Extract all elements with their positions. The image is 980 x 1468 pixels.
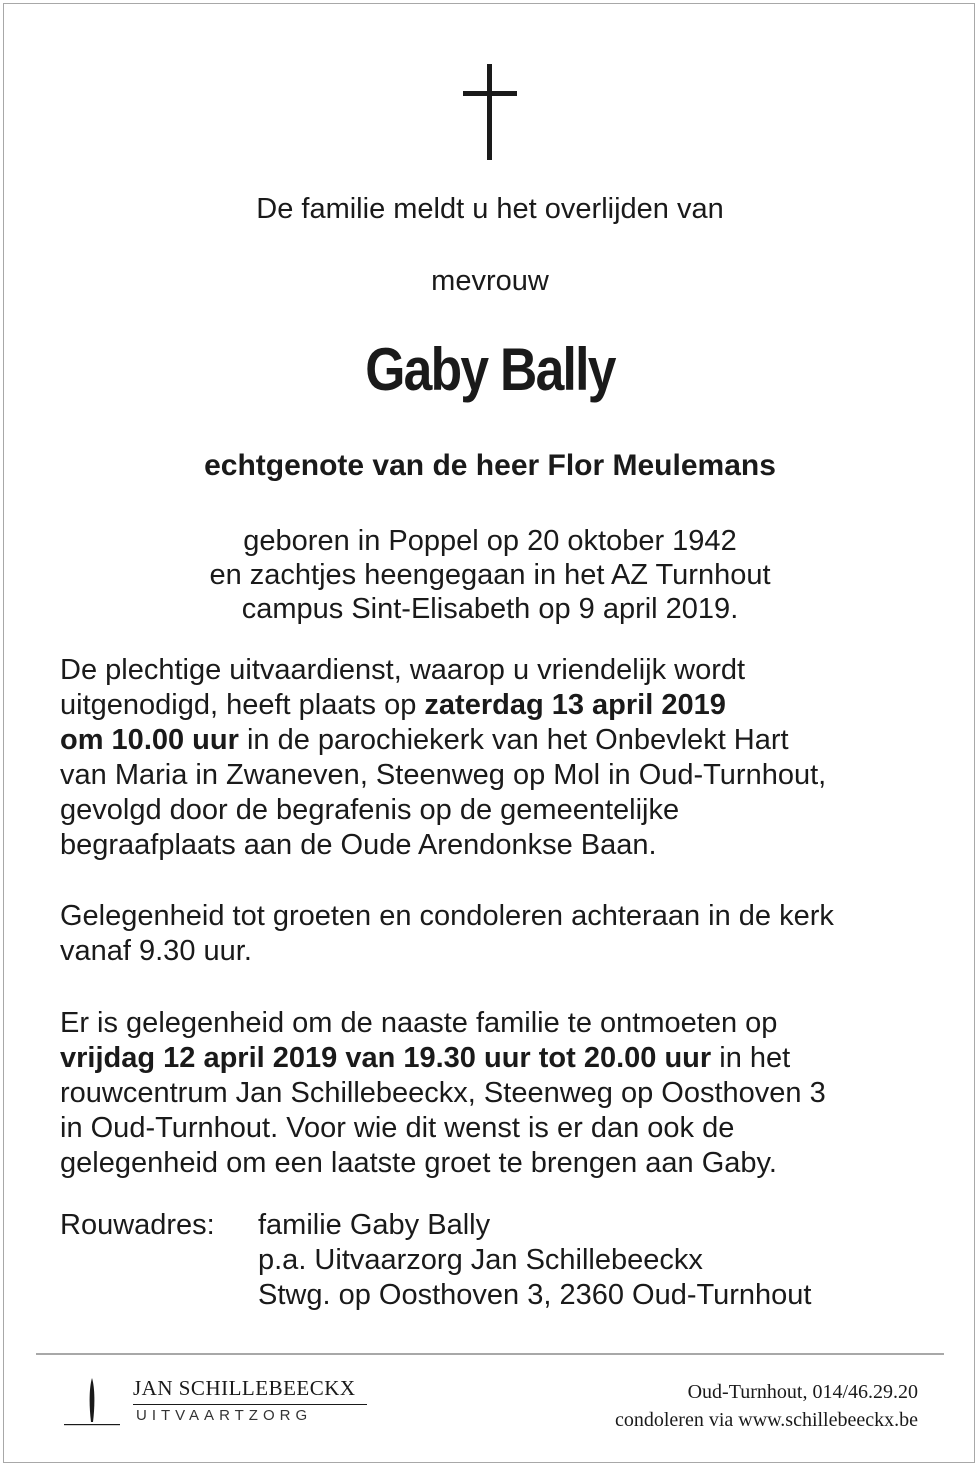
ceremony-date: zaterdag 13 april 2019 [424, 689, 726, 721]
visitation-line: Er is gelegenheid om de naaste familie te ontmoeten op [60, 1007, 778, 1039]
address-lines [258, 1208, 898, 1313]
logo-name: JAN SCHILLEBEECKX [133, 1376, 356, 1400]
visitation-line [60, 1041, 940, 1076]
birth-death-details [0, 524, 980, 626]
visitation-line: gelegenheid om een laatste groet te brengen aan Gaby. [60, 1147, 777, 1179]
condolence-line: vanaf 9.30 uur. [60, 935, 252, 967]
address-line: Stwg. op Oosthoven 3, 2360 Oud-Turnhout [258, 1279, 812, 1311]
intro-text: De familie meldt u het overlijden van [256, 193, 724, 225]
visitation-line: in Oud-Turnhout. Voor wie dit wenst is er dan ook de [60, 1112, 735, 1144]
logo-subtitle: UITVAARTZORG [136, 1407, 313, 1424]
spouse-line: echtgenote van de heer Flor Meulemans [204, 449, 776, 482]
contact-website[interactable]: condoleren via www.schillebeeckx.be [614, 1409, 918, 1431]
ceremony-paragraph [60, 653, 940, 863]
death-line: en zachtjes heengegaan in het AZ Turnhout [209, 559, 771, 591]
condolence-line: Gelegenheid tot groeten en condoleren achteraan in de kerk [60, 900, 834, 932]
footer-divider [36, 1353, 944, 1355]
ceremony-line: begraafplaats aan de Oude Arendonkse Baan. [60, 829, 657, 861]
honorific: mevrouw [431, 265, 549, 297]
ceremony-text: uitgenodigd, heeft plaats op [60, 689, 425, 721]
ceremony-line: De plechtige uitvaardienst, waarop u vriendelijk wordt [60, 654, 746, 686]
visitation-line: rouwcentrum Jan Schillebeeckx, Steenweg op Oosthoven 3 [60, 1077, 826, 1109]
ceremony-line: van Maria in Zwaneven, Steenweg op Mol in Oud-Turnhout, [60, 759, 827, 791]
ceremony-time: om 10.00 uur [60, 724, 239, 756]
visitation-text: in het [711, 1042, 791, 1074]
address-label: Rouwadres: [60, 1209, 215, 1241]
contact-phone: Oud-Turnhout, 014/46.29.20 [687, 1381, 918, 1403]
address-line: familie Gaby Bally [258, 1209, 491, 1241]
deceased-name: Gaby Bally [365, 336, 615, 403]
visitation-paragraph [60, 1006, 940, 1181]
birth-line: geboren in Poppel op 20 oktober 1942 [243, 525, 737, 557]
cypress-tree-icon [62, 1376, 122, 1428]
ceremony-line [60, 688, 940, 723]
address-line: p.a. Uitvaarzorg Jan Schillebeeckx [258, 1244, 703, 1276]
death-place-line: campus Sint-Elisabeth op 9 april 2019. [241, 593, 739, 625]
logo-underline [133, 1404, 367, 1405]
ceremony-line: gevolgd door de begrafenis op de gemeentelijke [60, 794, 680, 826]
condolence-paragraph [60, 899, 940, 969]
funeral-home-contact [615, 1378, 918, 1434]
visitation-datetime: vrijdag 12 april 2019 van 19.30 uur tot 20.00 uur [60, 1042, 712, 1074]
ceremony-line [60, 723, 940, 758]
cross-icon [460, 64, 520, 160]
ceremony-text: in de parochiekerk van het Onbevlekt Hart [238, 724, 789, 756]
